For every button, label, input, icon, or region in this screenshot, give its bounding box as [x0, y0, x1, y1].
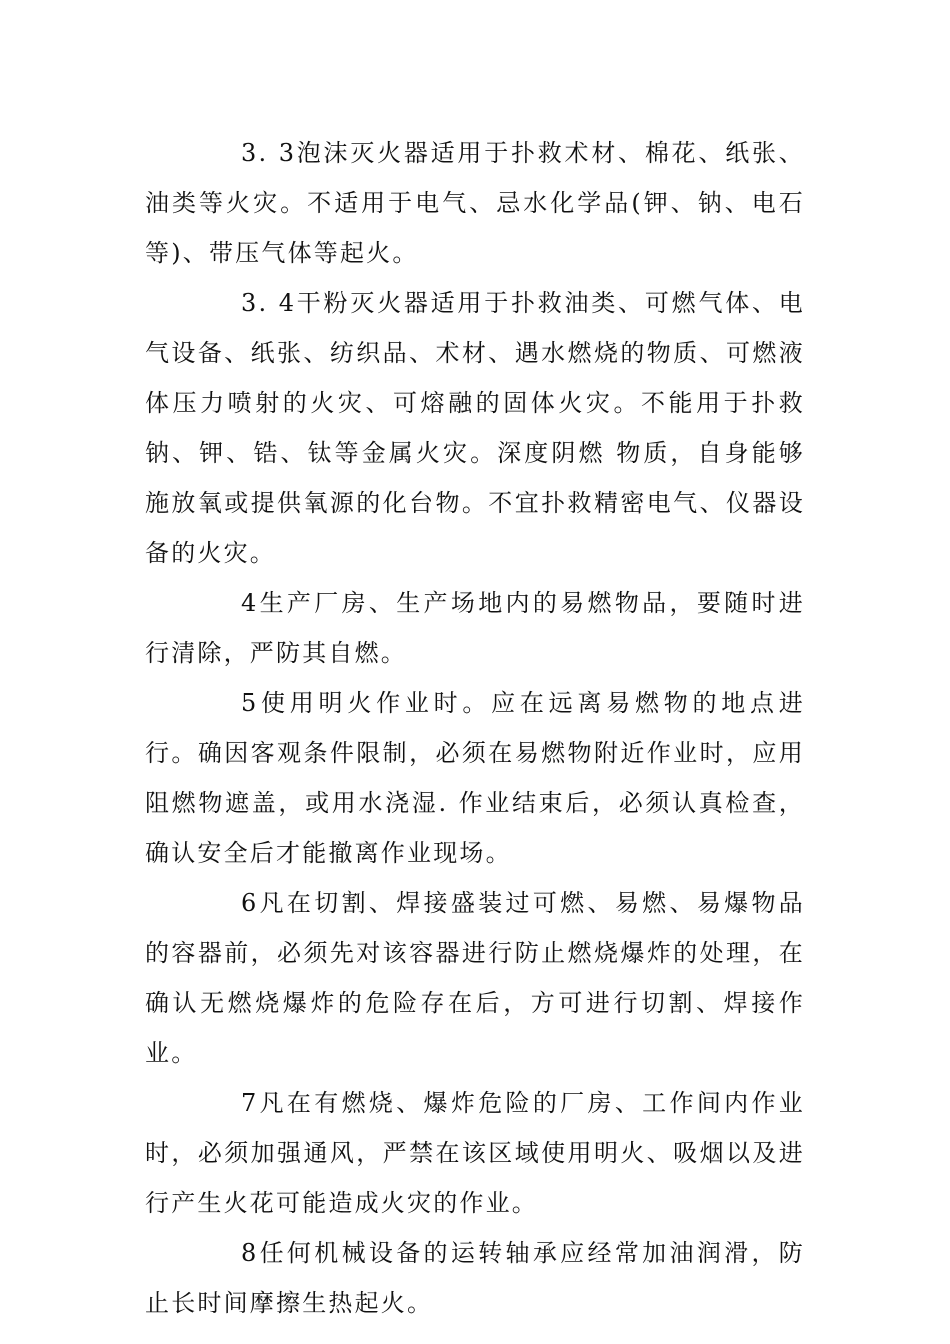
paragraph-open-flame-work: 5使用明火作业时。应在远离易燃物的地点进行。确因客观条件限制，必须在易燃物附近作业时，应用阻燃物遮盖，或用水浇湿. 作业结束后，必须认真检查，确认安全后才能撤离作业现场。 [145, 689, 805, 867]
paragraph-bearing-lubrication: 8任何机械设备的运转轴承应经常加油润滑，防止长时间摩擦生热起火。 [145, 1239, 805, 1317]
paragraph-ventilation: 7凡在有燃烧、爆炸危险的厂房、工作间内作业时，必须加强通风，严禁在该区域使用明火、吸烟以及进行产生火花可能造成火灾的作业。 [145, 1089, 805, 1217]
paragraph-dry-powder-extinguisher: 3. 4干粉灭火器适用于扑救油类、可燃气体、电气设备、纸张、纺织品、术材、遇水燃烧的物质、可燃液体压力喷射的火灾、可熔融的固体火灾。不能用于扑救钠、钾、锆、钛等金属火灾。深度阴燃 物质，自身能够施放氧或提供氧源的化台物。不宜扑救精密电气、仪器设备的火灾。 [145, 289, 805, 567]
paragraph-foam-extinguisher: 3. 3泡沫灭火器适用于扑救术材、棉花、纸张、油类等火灾。不适用于电气、忌水化学品(钾、钠、电石等)、带压气体等起火。 [145, 139, 805, 267]
document-body [145, 128, 805, 1328]
paragraph-cutting-welding: 6凡在切割、焊接盛装过可燃、易燃、易爆物品的容器前，必须先对该容器进行防止燃烧爆炸的处理，在确认无燃烧爆炸的危险存在后，方可进行切割、焊接作业。 [145, 889, 805, 1067]
paragraph-flammable-removal: 4生产厂房、生产场地内的易燃物品，要随时进行清除，严防其自燃。 [145, 589, 805, 667]
